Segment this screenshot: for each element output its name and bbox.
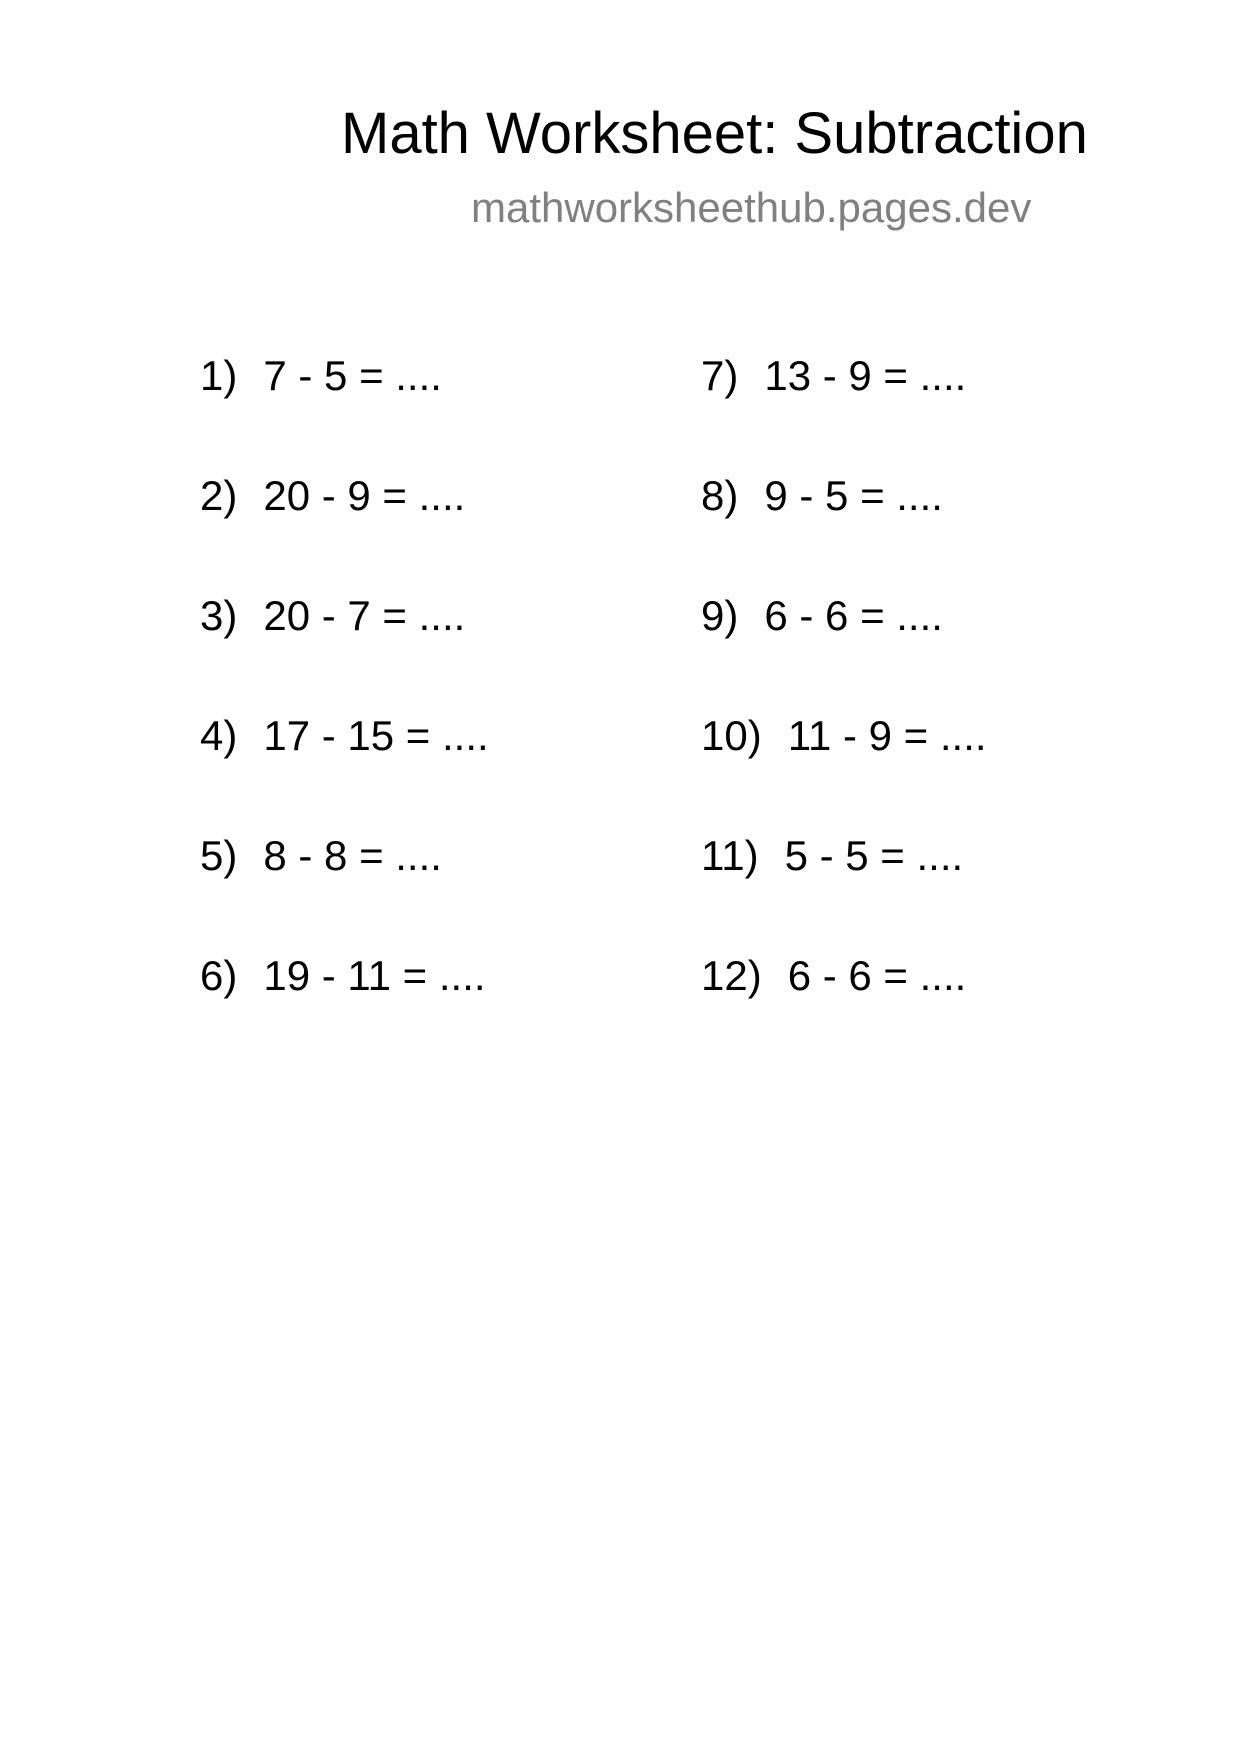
problem-number: 6) <box>200 952 238 999</box>
problem-number: 12) <box>701 952 762 999</box>
problem-column-right <box>701 349 1161 1069</box>
problem-expression: 11 - 9 = .... <box>787 712 987 759</box>
problem-item <box>701 589 1161 709</box>
problem-number: 8) <box>701 472 739 519</box>
problem-number: 11) <box>701 832 759 879</box>
problem-number: 9) <box>701 592 739 639</box>
problem-item <box>701 709 1161 829</box>
problem-item <box>200 829 660 949</box>
problem-expression: 19 - 11 = .... <box>263 952 486 999</box>
problem-expression: 6 - 6 = .... <box>787 952 967 999</box>
problem-number: 4) <box>200 712 238 759</box>
problem-item <box>701 949 1161 1069</box>
problem-item <box>701 469 1161 589</box>
problem-number: 2) <box>200 472 238 519</box>
problem-item <box>701 349 1161 469</box>
problem-item <box>200 949 660 1069</box>
problem-column-left <box>200 349 660 1069</box>
problem-item <box>200 469 660 589</box>
problem-expression: 13 - 9 = .... <box>764 352 967 399</box>
problem-item <box>200 589 660 709</box>
problem-expression: 6 - 6 = .... <box>764 592 943 639</box>
problem-item <box>200 709 660 829</box>
site-url: mathworksheethub.pages.dev <box>471 184 1032 231</box>
problem-item <box>701 829 1161 949</box>
problem-expression: 9 - 5 = .... <box>764 472 943 519</box>
problem-number: 7) <box>701 352 739 399</box>
worksheet-title: Math Worksheet: Subtraction <box>341 101 1088 166</box>
problem-number: 5) <box>200 832 238 879</box>
problem-expression: 20 - 9 = .... <box>263 472 466 519</box>
problem-number: 1) <box>200 352 238 399</box>
problem-item <box>200 349 660 469</box>
problem-expression: 17 - 15 = .... <box>263 712 489 759</box>
problem-expression: 5 - 5 = .... <box>784 832 964 879</box>
problem-number: 3) <box>200 592 238 639</box>
problem-expression: 8 - 8 = .... <box>263 832 442 879</box>
problem-expression: 20 - 7 = .... <box>263 592 466 639</box>
problem-number: 10) <box>701 712 762 759</box>
problem-expression: 7 - 5 = .... <box>263 352 442 399</box>
